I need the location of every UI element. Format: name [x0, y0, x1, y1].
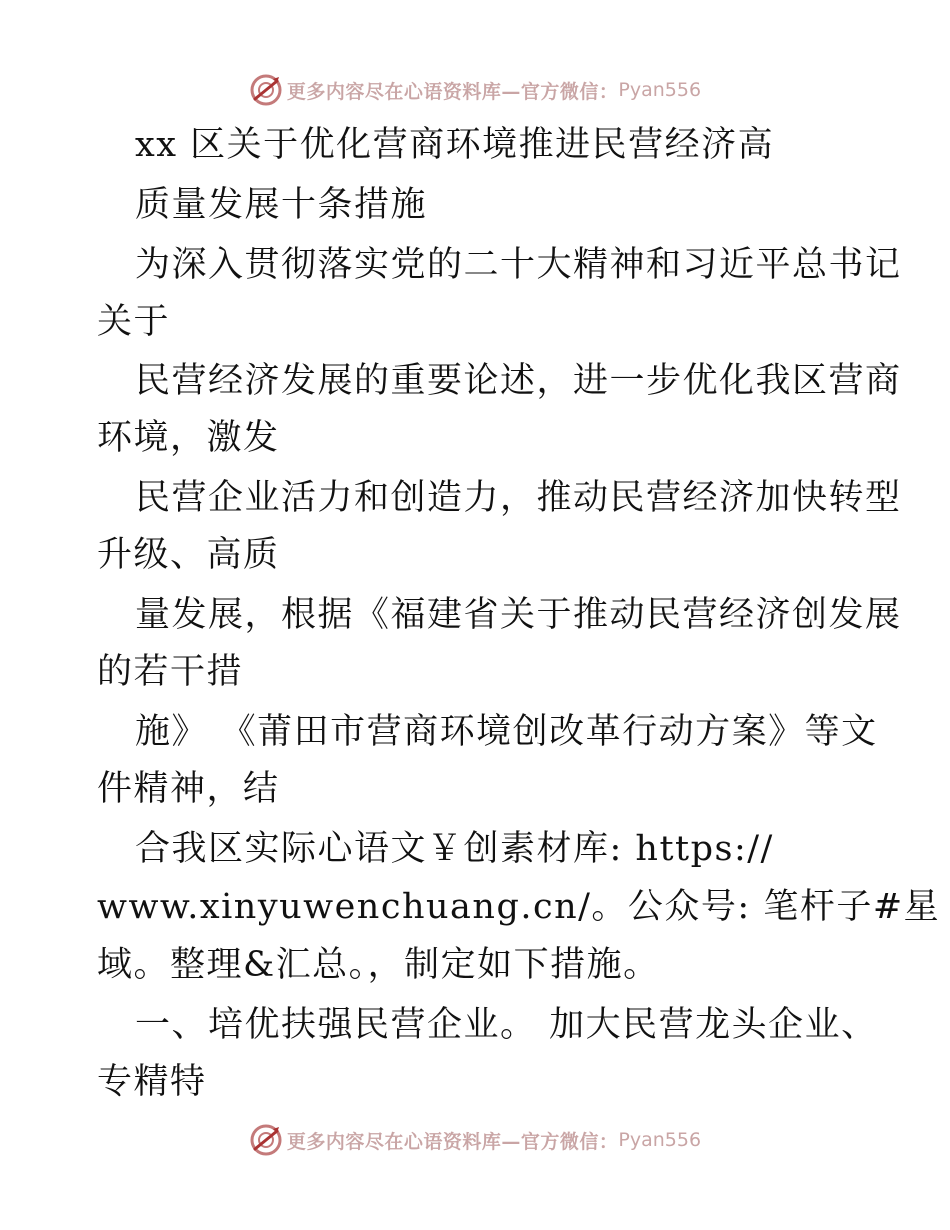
doc-line: 域。整理&汇总。，制定如下措施。 — [97, 945, 660, 985]
logo-icon — [249, 1123, 283, 1157]
watermark-text: 更多内容尽在心语资料库—官方微信： — [286, 80, 619, 103]
watermark-wechat-id: Pyan556 — [618, 1129, 702, 1151]
footer-watermark — [0, 1120, 950, 1160]
doc-line: 一、培优扶强民营企业。 加大民营龙头企业、 — [135, 1005, 878, 1045]
doc-line: 施》 《莆田市营商环境创改革行动方案》等文 — [135, 712, 878, 752]
doc-line: 为深入贯彻落实党的二十大精神和习近平总书记 — [135, 245, 902, 285]
watermark-wechat-id: Pyan556 — [618, 79, 702, 101]
doc-line: 的若干措 — [97, 652, 244, 692]
doc-line: 升级、高质 — [97, 535, 280, 575]
doc-line: 专精特 — [97, 1062, 207, 1102]
doc-line: 民营经济发展的重要论述，进一步优化我区营商 — [135, 361, 902, 401]
doc-line: www.xinyuwenchuang.cn/。公众号: 笔杆子#星 — [97, 887, 941, 927]
doc-line: 环境，激发 — [97, 418, 280, 458]
doc-line: 合我区实际心语文￥创素材库: https:// — [135, 829, 774, 869]
doc-line: 民营企业活力和创造力，推动民营经济加快转型 — [135, 478, 902, 518]
doc-title-line-2: 质量发展十条措施 — [135, 185, 428, 225]
watermark-text: 更多内容尽在心语资料库—官方微信： — [286, 1130, 619, 1153]
doc-line: 件精神，结 — [97, 769, 280, 809]
doc-title-line-1: xx 区关于优化营商环境推进民营经济高 — [135, 125, 775, 165]
doc-line: 量发展，根据《福建省关于推动民营经济创发展 — [135, 595, 902, 635]
doc-line: 关于 — [97, 302, 171, 342]
